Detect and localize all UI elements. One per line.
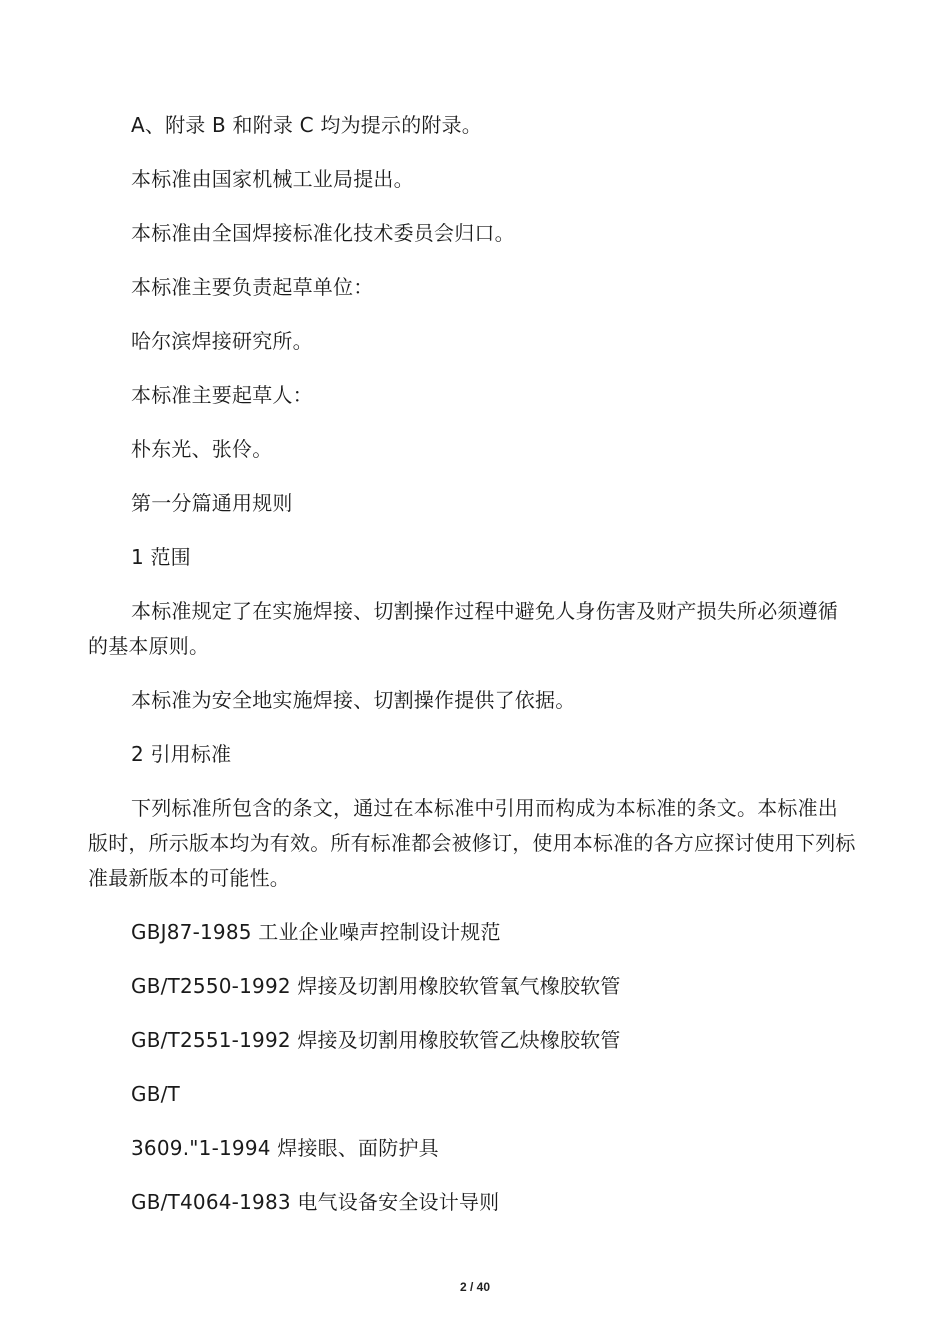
page-number: 2 / 40 bbox=[459, 1280, 491, 1294]
section-heading-references: 2 引用标准 bbox=[131, 742, 232, 766]
reference-item: GB/T4064-1983 电气设备安全设计导则 bbox=[131, 1190, 500, 1214]
reference-item: GB/T2551-1992 焊接及切割用橡胶软管乙炔橡胶软管 bbox=[131, 1028, 621, 1052]
paragraph-appendix-note: A、附录 B 和附录 C 均为提示的附录。 bbox=[131, 113, 482, 137]
section-heading-scope: 1 范围 bbox=[131, 545, 191, 569]
paragraph-scope-text: 本标准规定了在实施焊接、切割操作过程中避免人身伤害及财产损失所必须遵循的基本原则。 bbox=[88, 599, 838, 658]
paragraph-basis: 本标准为安全地实施焊接、切割操作提供了依据。 bbox=[131, 688, 576, 712]
reference-item: GB/T2550-1992 焊接及切割用橡胶软管氧气橡胶软管 bbox=[131, 974, 621, 998]
paragraph-proposer: 本标准由国家机械工业局提出。 bbox=[131, 167, 414, 191]
document-body bbox=[88, 108, 858, 1239]
paragraph-drafters-label: 本标准主要起草人： bbox=[131, 383, 313, 407]
section-heading-general-rules: 第一分篇通用规则 bbox=[131, 491, 293, 515]
paragraph-drafting-unit: 哈尔滨焊接研究所。 bbox=[131, 329, 313, 353]
paragraph-references-intro: 下列标准所包含的条文，通过在本标准中引用而构成为本标准的条文。本标准出版时，所示版本均为有效。所有标准都会被修订，使用本标准的各方应探讨使用下列标准最新版本的可能性。 bbox=[88, 796, 856, 890]
paragraph-drafting-unit-label: 本标准主要负责起草单位： bbox=[131, 275, 374, 299]
paragraph-drafters: 朴东光、张伶。 bbox=[131, 437, 273, 461]
reference-item: 3609."1-1994 焊接眼、面防护具 bbox=[131, 1136, 439, 1160]
reference-item: GB/T bbox=[131, 1082, 180, 1106]
paragraph-committee: 本标准由全国焊接标准化技术委员会归口。 bbox=[131, 221, 515, 245]
reference-item: GBJ87-1985 工业企业噪声控制设计规范 bbox=[131, 920, 501, 944]
